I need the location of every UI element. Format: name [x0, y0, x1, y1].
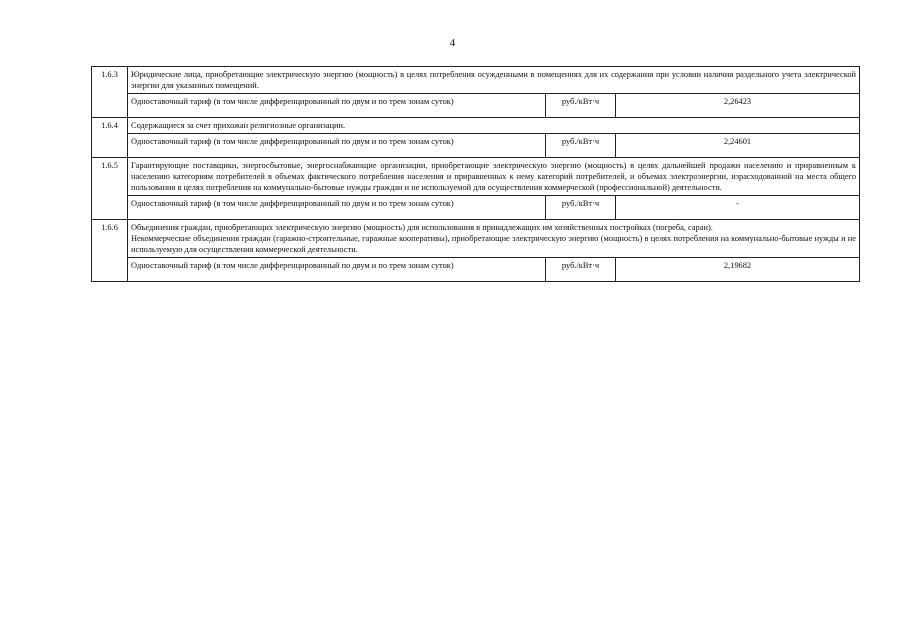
tariff-row	[92, 94, 860, 118]
tariff-label: Одноставочный тариф (в том числе дифференцированный по двум и по трем зонам суток)	[128, 134, 546, 158]
tariff-value: 2,19682	[616, 258, 860, 282]
category-row	[92, 67, 860, 94]
category-code: 1.6.6	[92, 220, 128, 282]
tariff-label: Одноставочный тариф (в том числе дифференцированный по двум и по трем зонам суток)	[128, 94, 546, 118]
category-description	[128, 220, 860, 258]
tariff-unit: руб./кВт·ч	[546, 196, 616, 220]
tariff-row	[92, 258, 860, 282]
category-row	[92, 118, 860, 134]
category-row	[92, 158, 860, 196]
page-number: 4	[449, 37, 456, 49]
tariff-value: 2,26423	[616, 94, 860, 118]
tariff-unit: руб./кВт·ч	[546, 94, 616, 118]
description-paragraph: Некоммерческие объединения граждан (гаражно-строительные, гаражные кооперативы), приобретающие электрическую энергию (мощность) в целях потребления на коммунально-бытовые нужды и не используемую для осуществления коммерческой деятельности.	[131, 234, 857, 254]
category-code: 1.6.5	[92, 158, 128, 220]
tariff-table	[91, 66, 860, 282]
category-description	[128, 158, 860, 196]
tariff-label: Одноставочный тариф (в том числе дифференцированный по двум и по трем зонам суток)	[128, 258, 546, 282]
tariff-row	[92, 196, 860, 220]
tariff-label: Одноставочный тариф (в том числе дифференцированный по двум и по трем зонам суток)	[128, 196, 546, 220]
tariff-value: 2,24601	[616, 134, 860, 158]
tariff-unit: руб./кВт·ч	[546, 258, 616, 282]
description-paragraph: Содержащиеся за счет прихожан религиозные организации.	[131, 121, 346, 130]
category-description	[128, 118, 860, 134]
description-paragraph: Гарантирующие поставщики, энергосбытовые, энергоснабжающие организации, приобретающие электрическую энергию (мощность) в целях дальнейшей продажи населению и приравненным к населению категориям потребителей в объемах фактического потребления населения и приравненных к нему категорий потребителей, и объемах электроэнергии, израсходованной на места общего пользования в целях потребления на коммунально-бытовые нужды граждан и не используемой для осуществления коммерческой (профессиональной) деятельности.	[131, 161, 857, 192]
description-paragraph: Юридические лица, приобретающие электрическую энергию (мощность) в целях потребления осужденными в помещениях для их содержания при условии наличия раздельного учета электрической энергии для указанных помещений.	[131, 70, 857, 90]
tariff-value: -	[616, 196, 860, 220]
category-row	[92, 220, 860, 258]
tariff-unit: руб./кВт·ч	[546, 134, 616, 158]
category-code: 1.6.4	[92, 118, 128, 158]
category-description	[128, 67, 860, 94]
category-code: 1.6.3	[92, 67, 128, 118]
tariff-row	[92, 134, 860, 158]
description-paragraph: Объединения граждан, приобретающих электрическую энергию (мощность) для использования в принадлежащих им хозяйственных постройках (погреба, сараи).	[131, 223, 713, 232]
